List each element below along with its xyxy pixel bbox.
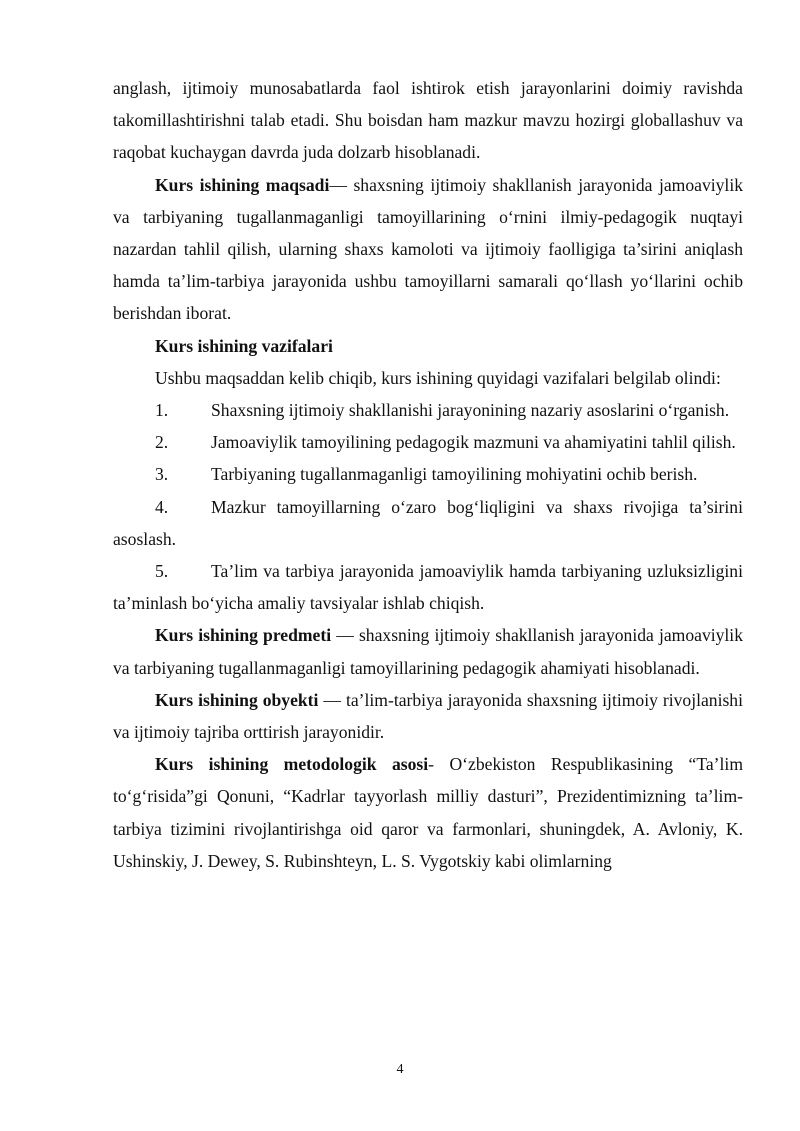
list-item-number: 4. [155, 496, 169, 517]
methodology-paragraph [113, 748, 743, 877]
list-item-text: Tarbiyaning tugallanmaganligi tamoyilining mohiyatini ochib berish. [211, 464, 698, 485]
list-item-number: 1. [155, 400, 169, 421]
list-item-text: Mazkur tamoyillarning o‘zaro bog‘liqligini va shaxs rivojiga ta’sirini asoslash. [113, 496, 743, 549]
object-label: Kurs ishining obyekti [155, 689, 319, 710]
list-item-number: 2. [155, 432, 169, 453]
subject-text: — shaxsning ijtimoiy shakllanish jarayonida jamoaviylik va tarbiyaning tugallanmaganligi tamoyillarining pedagogik ahamiyati hisoblanadi. [113, 625, 743, 678]
list-item [113, 491, 743, 555]
list-item [113, 555, 743, 619]
list-item-text: Ta’lim va tarbiya jarayonida jamoaviylik hamda tarbiyaning uzluksizligini ta’minlash bo‘yicha amaliy tavsiyalar ishlab chiqish. [113, 561, 743, 614]
methodology-label: Kurs ishining metodologik asosi [155, 754, 429, 775]
goal-text: — shaxsning ijtimoiy shakllanish jarayonida jamoaviylik va tarbiyaning tugallanmaganligi tamoyillarining o‘rnini ilmiy-pedagogik nuqtayi nazardan tahlil qilish, ularning shaxs kamoloti va ijtimoiy faolligiga ta’sirini aniqlash hamda ta’lim-tarbiya jarayonida ushbu tamoyillarni samarali qo‘llash yo‘llarini ochib berishdan iborat. [113, 174, 744, 324]
methodology-text: - O‘zbekiston Respublikasining “Ta’lim to‘g‘risida”gi Qonuni, “Kadrlar tayyorlash milliy dasturi”, Prezidentimizning ta’lim-tarbiya tizimini rivojlantirishga oid qaror va farmonlari, shuningdek, A. Avloniy, K. Ushinskiy, J. Dewey, S. Rubinshteyn, L. S. Vygotskiy kabi olimlarning [113, 754, 744, 871]
object-paragraph [113, 684, 743, 748]
intro-paragraph: anglash, ijtimoiy munosabatlarda faol ishtirok etish jarayonlarini doimiy ravishda takomillashtirishni talab etadi. Shu boisdan ham mazkur mavzu hozirgi globallashuv va raqobat kuchaygan davrda juda dolzarb hisoblanadi. [113, 78, 743, 163]
goal-label: Kurs ishining maqsadi [155, 174, 330, 195]
list-item [113, 394, 743, 426]
page-number: 4 [396, 1062, 404, 1077]
list-item-text: Shaxsning ijtimoiy shakllanishi jarayonining nazariy asoslarini o‘rganish. [211, 400, 730, 421]
tasks-heading: Kurs ishining vazifalari [155, 335, 333, 356]
subject-paragraph [113, 619, 743, 683]
body-text [113, 72, 743, 877]
list-item-text: Jamoaviylik tamoyilining pedagogik mazmuni va ahamiyatini tahlil qilish. [211, 432, 736, 453]
subject-label: Kurs ishining predmeti [155, 625, 332, 646]
list-item [113, 426, 743, 458]
tasks-intro: Ushbu maqsaddan kelib chiqib, kurs ishining quyidagi vazifalari belgilab olindi: [155, 367, 721, 388]
list-item-number: 3. [155, 464, 169, 485]
goal-paragraph [113, 169, 743, 330]
object-text: — ta’lim-tarbiya jarayonida shaxsning ijtimoiy rivojlanishi va ijtimoiy tajriba orttirish jarayonidir. [113, 689, 743, 743]
list-item [113, 458, 743, 490]
list-item-number: 5. [155, 561, 169, 582]
